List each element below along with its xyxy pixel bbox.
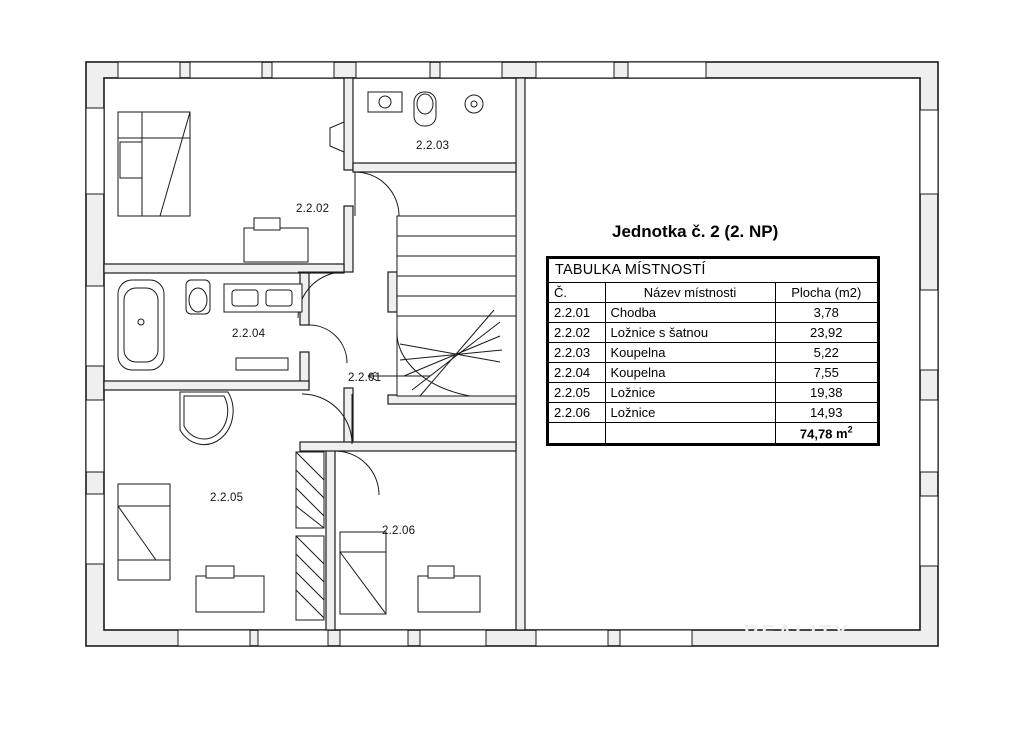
cell-total-name <box>605 423 775 444</box>
room-label-2-2-04: 2.2.04 <box>232 328 266 340</box>
cell-area: 5,22 <box>775 343 877 363</box>
cell-code: 2.2.01 <box>549 303 605 323</box>
cell-name: Chodba <box>605 303 775 323</box>
cell-code: 2.2.03 <box>549 343 605 363</box>
room-label-2-2-03: 2.2.03 <box>416 140 450 152</box>
cell-name: Ložnice <box>605 403 775 423</box>
cell-total-area <box>775 423 877 444</box>
cell-name: Koupelna <box>605 343 775 363</box>
table-header-row <box>549 283 877 303</box>
column-header-code: Č. <box>549 283 605 303</box>
cell-code: 2.2.02 <box>549 323 605 343</box>
table-row <box>549 363 877 383</box>
cell-area: 23,92 <box>775 323 877 343</box>
column-header-area: Plocha (m2) <box>775 283 877 303</box>
table-total-row <box>549 423 877 444</box>
cell-area: 7,55 <box>775 363 877 383</box>
table-row <box>549 303 877 323</box>
total-value: 74,78 <box>799 426 833 442</box>
room-label-2-2-05: 2.2.05 <box>210 492 244 504</box>
cell-name: Ložnice s šatnou <box>605 323 775 343</box>
cell-area: 19,38 <box>775 383 877 403</box>
table-row <box>549 323 877 343</box>
room-label-2-2-06: 2.2.06 <box>382 525 416 537</box>
room-schedule-table <box>546 256 880 446</box>
cell-area: 3,78 <box>775 303 877 323</box>
total-unit: $m^2$ <box>836 425 853 442</box>
cell-total-code <box>549 423 605 444</box>
table-row <box>549 343 877 363</box>
cell-code: 2.2.04 <box>549 363 605 383</box>
cell-name: Ložnice <box>605 383 775 403</box>
room-label-2-2-01: 2.2.01 <box>348 372 382 384</box>
page-title: Jednotka č. 2 (2. NP) <box>612 222 779 241</box>
table-row <box>549 403 877 423</box>
cell-code: 2.2.06 <box>549 403 605 423</box>
cell-name: Koupelna <box>605 363 775 383</box>
column-header-name: Název místnosti <box>605 283 775 303</box>
room-label-2-2-02: 2.2.02 <box>296 203 330 215</box>
table-row <box>549 383 877 403</box>
cell-code: 2.2.05 <box>549 383 605 403</box>
furniture-wardrobe <box>296 452 324 620</box>
cell-area: 14,93 <box>775 403 877 423</box>
watermark: REALITY <box>744 622 851 644</box>
table-caption: TABULKA MÍSTNOSTÍ <box>549 259 877 283</box>
